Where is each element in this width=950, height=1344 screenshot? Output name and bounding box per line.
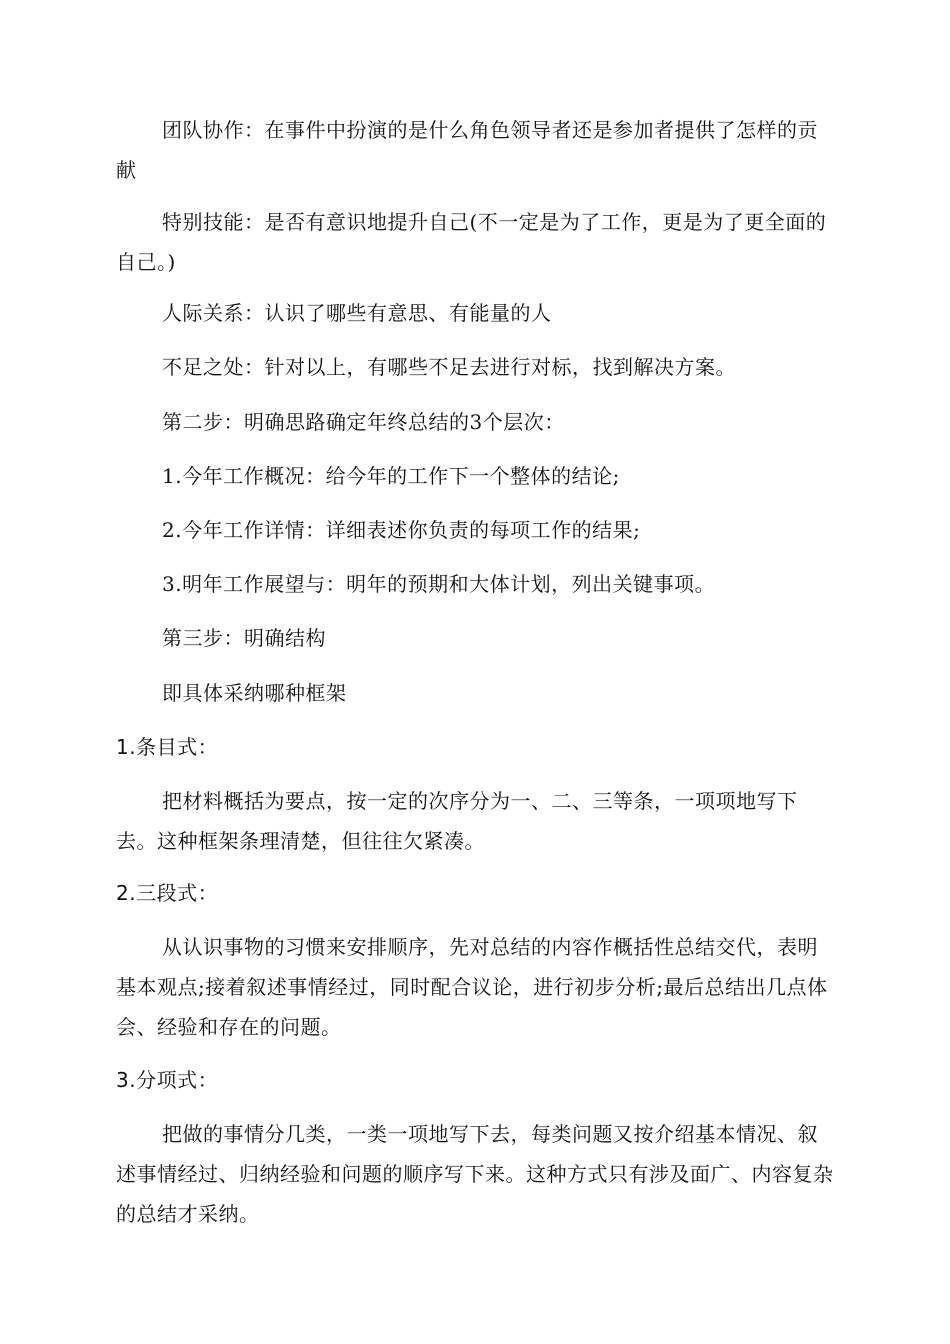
paragraph-categorized: 把做的事情分几类，一类一项地写下去，每类问题又按介绍基本情况、叙述事情经过、归纳经验和问题的顺序写下来。这种方式只有涉及面广、内容复杂的总结才采纳。 [116, 1122, 834, 1226]
paragraph-special-skills: 特别技能：是否有意识地提升自己(不一定是为了工作，更是为了更全面的自己。) [116, 210, 827, 274]
level-three-item: 3.明年工作展望与：明年的预期和大体计划，列出关键事项。 [162, 572, 716, 596]
paragraph-interpersonal: 人际关系：认识了哪些有意思、有能量的人 [162, 301, 552, 325]
level-two-item: 2.今年工作详情：详细表述你负责的每项工作的结果; [162, 518, 641, 542]
paragraph-itemized: 把材料概括为要点，按一定的次序分为一、二、三等条，一项项地写下去。这种框架条理清楚，但往往欠紧凑。 [116, 789, 798, 853]
heading-three-part: 2.三段式： [116, 881, 219, 905]
framework-intro: 即具体采纳哪种框架 [162, 681, 347, 705]
step-two-heading: 第二步：明确思路确定年终总结的3个层次： [162, 410, 565, 434]
level-one-item: 1.今年工作概况：给今年的工作下一个整体的结论; [162, 464, 620, 488]
paragraph-three-part: 从认识事物的习惯来安排顺序，先对总结的内容作概括性总结交代，表明基本观点;接着叙述事情经过，同时配合议论，进行初步分析;最后总结出几点体会、经验和存在的问题。 [116, 935, 828, 1039]
heading-itemized: 1.条目式： [116, 735, 219, 759]
heading-categorized: 3.分项式： [116, 1068, 219, 1092]
step-three-heading: 第三步：明确结构 [162, 626, 326, 650]
paragraph-shortcomings: 不足之处：针对以上，有哪些不足去进行对标，找到解决方案。 [162, 355, 736, 379]
paragraph-team-collaboration: 团队协作：在事件中扮演的是什么角色领导者还是参加者提供了怎样的贡献 [116, 118, 818, 182]
